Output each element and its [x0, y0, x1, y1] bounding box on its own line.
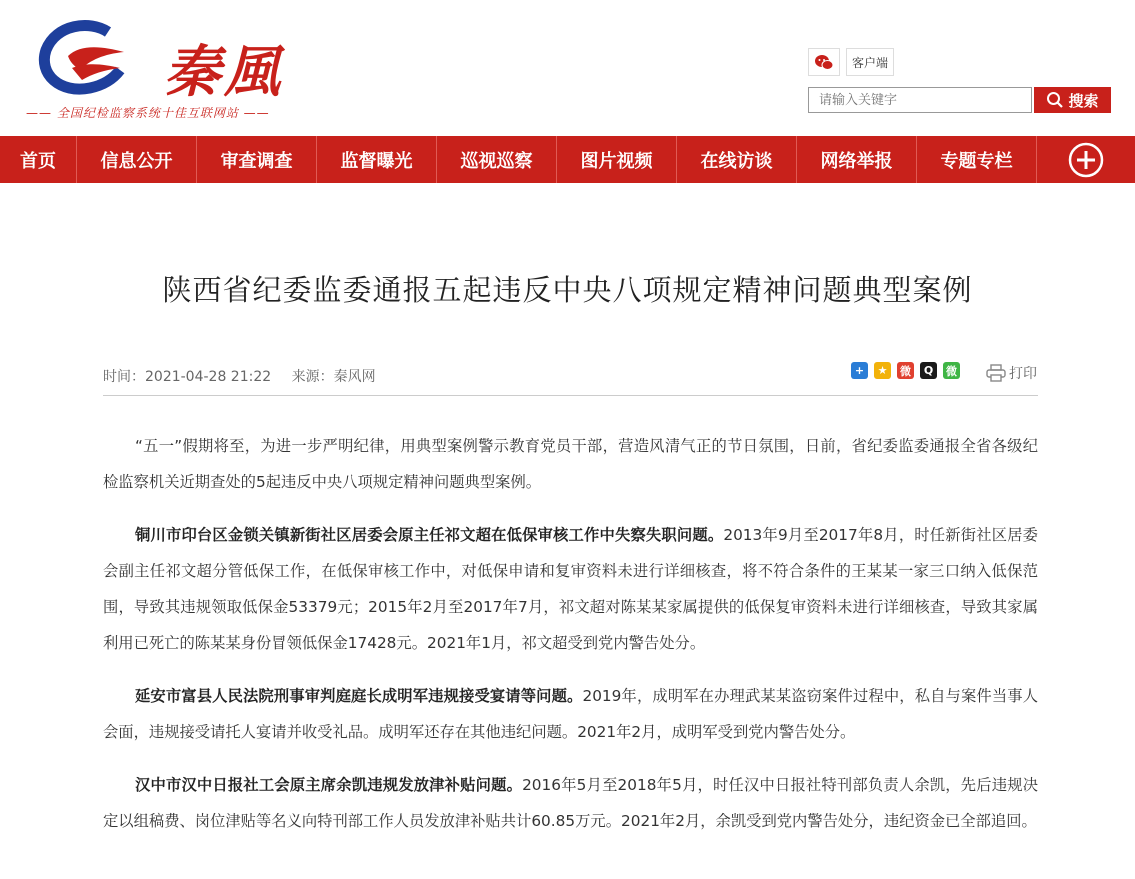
printer-icon — [986, 364, 1006, 382]
logo-emblem-icon — [38, 18, 133, 98]
article-title: 陕西省纪委监委通报五起违反中央八项规定精神问题典型案例 — [162, 273, 973, 307]
search-button[interactable] — [1034, 87, 1111, 113]
nav-item-inspection[interactable]: 巡视巡察 — [437, 136, 557, 183]
nav-item-online-report[interactable]: 网络举报 — [797, 136, 917, 183]
print-label: 打印 — [1009, 366, 1037, 382]
search-button-label: 搜索 — [1068, 91, 1099, 110]
share-qzone-icon[interactable]: ★ — [874, 362, 891, 379]
print-button[interactable] — [986, 363, 1037, 383]
share-qq-icon[interactable]: Q — [920, 362, 937, 379]
site-header — [0, 0, 1135, 136]
nav-item-info-disclosure[interactable]: 信息公开 — [77, 136, 197, 183]
logo-text: 秦風 — [164, 39, 284, 105]
plus-circle-icon — [1068, 142, 1104, 178]
case-heading: 延安市富县人民法院刑事审判庭庭长成明军违规接受宴请等问题。 — [135, 687, 583, 705]
article-paragraph-case-2 — [103, 678, 1038, 750]
site-tagline: —— 全国纪检监察系统十佳互联网站 —— — [26, 106, 270, 120]
paragraph-text: 2016年5月至2018年5月，时任汉中日报社特刊部负责人余凯，先后违规决定以组稿费、岗位津贴等名义向特刊部工作人员发放津补贴共计60.85万元。2021年2月，余凯受到党内警告处分，违纪资金已全部追回。 — [103, 776, 1038, 830]
share-more-icon[interactable]: + — [851, 362, 868, 379]
case-heading: 汉中市汉中日报社工会原主席余凯违规发放津补贴问题。 — [135, 776, 523, 794]
article-meta — [103, 366, 392, 386]
main-nav — [0, 136, 1135, 183]
paragraph-text: 2013年9月至2017年8月，时任新街社区居委会副主任祁文超分管低保工作，在低保审核工作中，对低保申请和复审资料未进行详细核查，将不符合条件的王某某一家三口纳入低保范围，导致其违规领取低保金53379元；2015年2月至2017年7月，祁文超对陈某某家属提供的低保复审资料未进行详细核查，导致其家属利用已死亡的陈某某身份冒领低保金17428元。2021年1月，祁文超受到党内警告处分。 — [103, 526, 1038, 652]
share-bar — [851, 362, 960, 379]
wechat-icon — [814, 54, 834, 71]
paragraph-text: “五一”假期将至，为进一步严明纪律，用典型案例警示教育党员干部，营造风清气正的节日氛围，日前，省纪委监委通报全省各级纪检监察机关近期查处的5起违反中央八项规定精神问题典型案例。 — [103, 437, 1038, 491]
client-app-button[interactable]: 客户端 — [846, 48, 894, 76]
share-wechat-icon[interactable]: 微 — [943, 362, 960, 379]
article-time: 时间：2021-04-28 21:22 — [103, 369, 272, 385]
meta-divider — [103, 395, 1038, 396]
article-paragraph-intro — [103, 428, 1038, 500]
case-heading: 铜川市印台区金锁关镇新街社区居委会原主任祁文超在低保审核工作中失察失职问题。 — [135, 526, 724, 544]
article-source: 来源：秦风网 — [291, 369, 376, 385]
paragraph-text: 2019年，成明军在办理武某某盗窃案件过程中，私自与案件当事人会面，违规接受请托人宴请并收受礼品。成明军还存在其他违纪问题。2021年2月，成明军受到党内警告处分。 — [103, 687, 1038, 741]
article-paragraph-case-3 — [103, 767, 1038, 839]
article-paragraph-case-1 — [103, 517, 1038, 661]
nav-item-online-interview[interactable]: 在线访谈 — [677, 136, 797, 183]
nav-item-photo-video[interactable]: 图片视频 — [557, 136, 677, 183]
wechat-button[interactable] — [808, 48, 840, 76]
share-weibo-icon[interactable]: 微 — [897, 362, 914, 379]
article-body — [103, 428, 1038, 856]
nav-item-investigation[interactable]: 审查调查 — [197, 136, 317, 183]
nav-item-home[interactable]: 首页 — [0, 136, 77, 183]
search-icon — [1046, 91, 1064, 109]
search-input[interactable] — [808, 87, 1032, 113]
nav-item-supervision-exposure[interactable]: 监督曝光 — [317, 136, 437, 183]
nav-more-button[interactable] — [1037, 136, 1135, 183]
nav-item-special-topics[interactable]: 专题专栏 — [917, 136, 1037, 183]
